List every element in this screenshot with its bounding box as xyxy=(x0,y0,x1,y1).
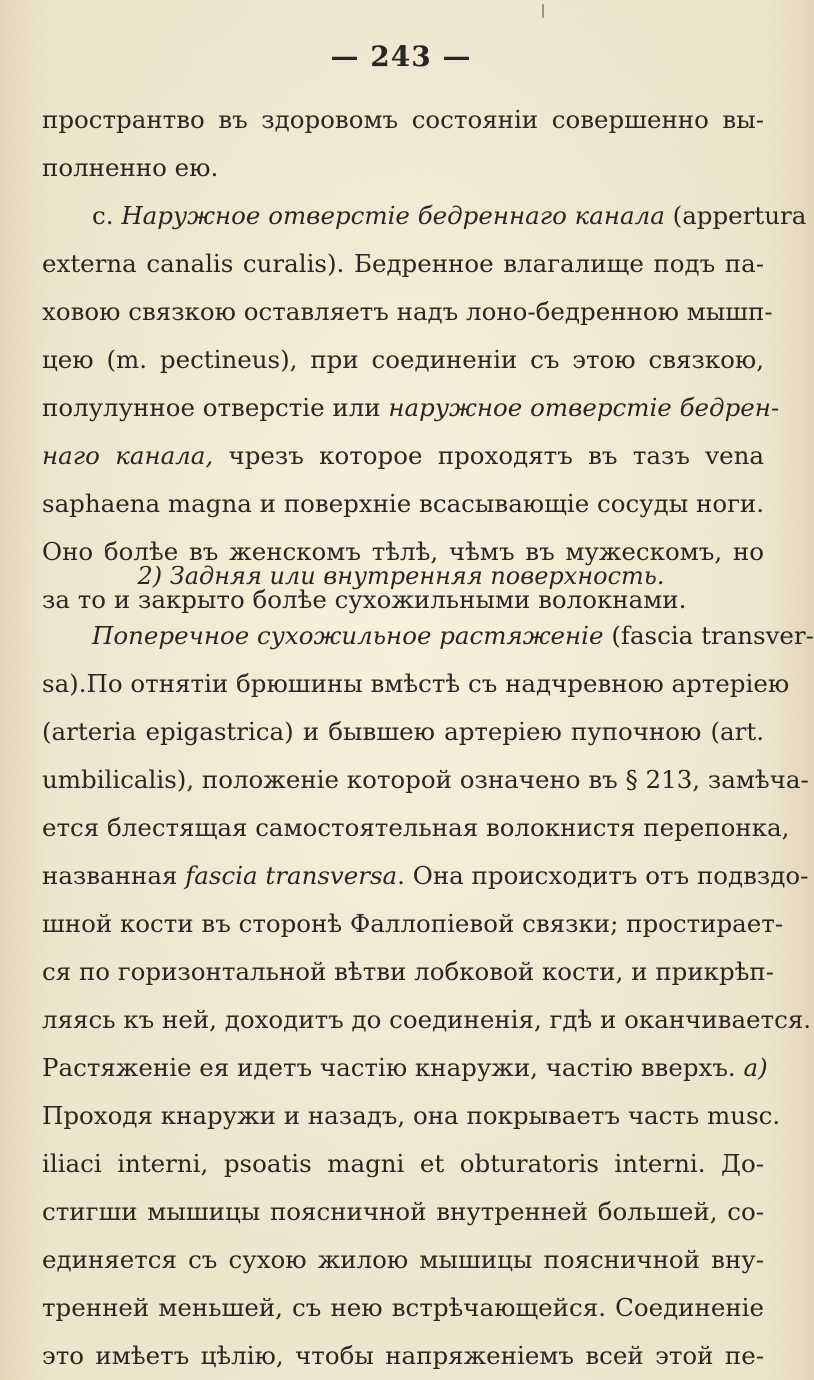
text-line xyxy=(42,1044,768,1092)
text-run: Проходя кнаружи и назадъ, она покрываетъ часть musc. xyxy=(42,1101,781,1130)
text-run: Оно болѣе въ женскомъ тѣлѣ, чѣмъ въ мужескомъ, но xyxy=(42,537,764,566)
text-run: полулунное отверстіе или xyxy=(42,393,389,422)
text-line xyxy=(42,336,764,384)
text-run: тренней меньшей, съ нею встрѣчающейся. Соединеніе xyxy=(42,1293,764,1322)
text-line xyxy=(42,756,809,804)
text-line xyxy=(42,96,764,144)
text-run: ховою связкою оставляетъ надъ лоно-бедренною мышп- xyxy=(42,297,773,326)
text-run: (arteria epigastrica) и бывшею артеріею пупочною (art. xyxy=(42,717,764,746)
text-line xyxy=(42,1236,764,1284)
text-run: Растяженіе ея идетъ частію кнаружи, частію вверхъ. xyxy=(42,1053,744,1082)
text-run: (appertura xyxy=(664,201,807,230)
text-line xyxy=(42,384,780,432)
text-line xyxy=(42,1284,764,1332)
text-run: umbilicalis), положеніе которой означено въ § 213, замѣча- xyxy=(42,765,809,794)
text-run: saphaena magna и поверхніе всасывающіе сосуды ноги. xyxy=(42,489,765,518)
text-run: стигши мышицы поясничной внутренней большей, со- xyxy=(42,1197,764,1226)
italic-text: a) xyxy=(743,1053,768,1082)
text-line xyxy=(42,708,764,756)
text-line xyxy=(42,852,809,900)
section-subheading: 2) Задняя или внутренняя поверхность. xyxy=(137,562,665,590)
text-run: полненно ею. xyxy=(42,153,219,182)
text-line xyxy=(42,144,764,192)
text-run: sa).По отнятіи брюшины вмѣстѣ съ надчревною артеріею xyxy=(42,669,790,698)
text-run: c. xyxy=(92,201,122,230)
text-line xyxy=(42,1140,764,1188)
text-run: единяется съ сухою жилою мышицы поясничной вну- xyxy=(42,1245,764,1274)
text-run: пространтво въ здоровомъ состояніи совершенно вы- xyxy=(42,105,764,134)
text-line xyxy=(42,900,784,948)
text-line xyxy=(42,1188,764,1236)
paragraph-femoral-canal-opening xyxy=(42,96,807,624)
text-line xyxy=(42,432,764,480)
italic-text: Наружное отверстіе бедреннаго канала xyxy=(121,201,665,230)
text-run: . Она происходитъ отъ подвздо- xyxy=(397,861,809,890)
text-line xyxy=(42,240,764,288)
italic-text: fascia transversa xyxy=(185,861,398,890)
text-line xyxy=(42,1092,781,1140)
italic-text: наружное отверстіе бедрен- xyxy=(388,393,780,422)
text-line xyxy=(42,192,807,240)
ink-speck xyxy=(542,4,544,18)
text-line xyxy=(42,660,790,708)
page-number: — 243 — xyxy=(330,40,472,73)
text-run: цею (m. pectineus), при соединеніи съ этою связкою, xyxy=(42,345,764,374)
paragraph-fascia-transversa xyxy=(42,612,814,1380)
text-line xyxy=(42,288,773,336)
italic-text: Поперечное сухожильное растяженіе xyxy=(92,621,604,650)
text-run: ляясь къ ней, доходитъ до соединенія, гдѣ и оканчивается. xyxy=(42,1005,812,1034)
text-run: iliaci interni, psoatis magni et obturatoris interni. До- xyxy=(42,1149,764,1178)
text-line xyxy=(42,996,812,1044)
text-run: это имѣетъ цѣлію, чтобы напряженіемъ всей этой пе- xyxy=(42,1341,764,1370)
text-line xyxy=(42,804,790,852)
text-run: ется блестящая самостоятельная волокнистя перепонка, xyxy=(42,813,790,842)
text-line xyxy=(42,948,775,996)
text-run: чрезъ которое проходятъ въ тазъ vena xyxy=(213,441,765,470)
text-run: за то и закрыто болѣе сухожильными волокнами. xyxy=(42,585,687,614)
italic-text: наго канала, xyxy=(42,441,214,470)
text-run: названная xyxy=(42,861,186,890)
text-run: ся по горизонтальной вѣтви лобковой кости, и прикрѣп- xyxy=(42,957,775,986)
text-run: шной кости въ сторонѣ Фаллопіевой связки; простирает- xyxy=(42,909,784,938)
text-line xyxy=(42,612,814,660)
text-line xyxy=(42,1332,764,1380)
text-line xyxy=(42,480,764,528)
text-run: externa canalis curalis). Бедренное влагалище подъ па- xyxy=(42,249,764,278)
text-run: (fascia transver- xyxy=(603,621,814,650)
